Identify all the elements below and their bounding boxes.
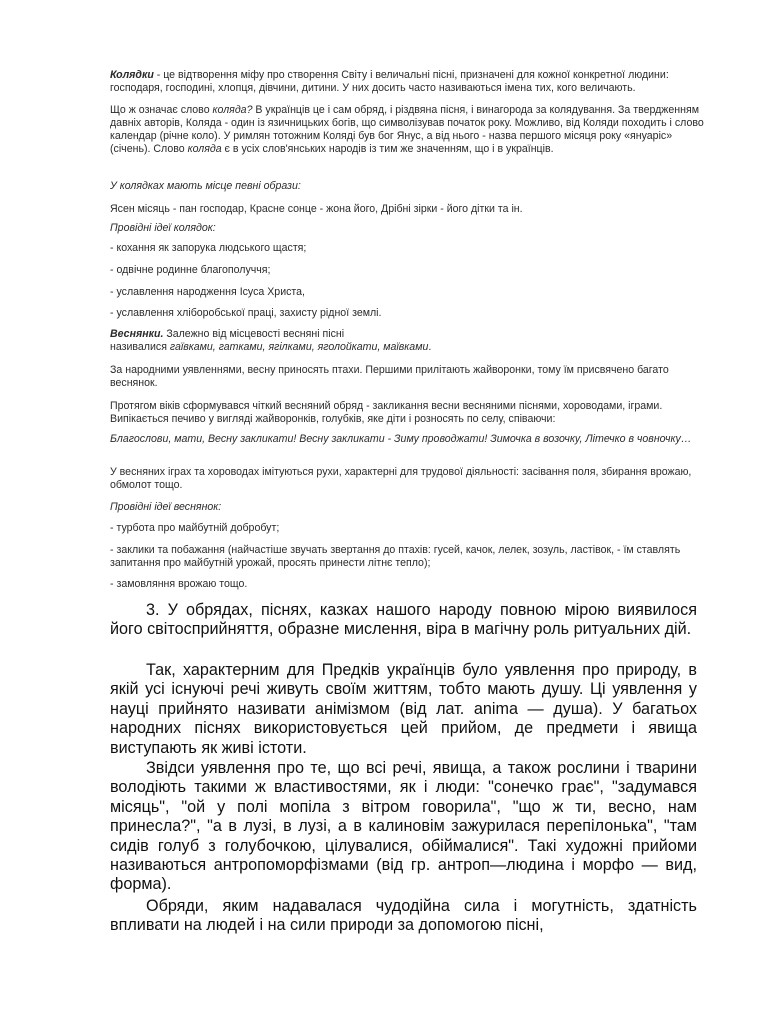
text-fragment: . bbox=[428, 341, 432, 353]
vesnianky-ideas-item: - замовляння врожаю тощо. bbox=[110, 578, 248, 590]
koliadky-ideas-item: - уславлення народження Ісуса Христа, bbox=[110, 286, 305, 298]
koliadky-ideas-item: - кохання як запорука людського щастя; bbox=[110, 242, 307, 254]
main-paragraph-2: Так, характерним для Предків українців було уявлення про природу, в якій усі існуючі речі живуть своїм життям, тобто мають душу. Ці уявлення у науці прийнято називати анімізмом (від лат. anima — душа). У багатьох народних піснях використовується цей прийом, де предмети і явища виступають як живі істоти. bbox=[110, 661, 697, 757]
term-koliadky: Колядки bbox=[110, 69, 154, 81]
main-paragraph-3: Звідси уявлення про те, що всі речі, явища, а також рослини і тварини володіють такими ж властивостями, як і люди: "сонечко грає", "задумався місяць", "ой у полі мопіла з вітром говорила", "що ж ти, весно, нам принесла?", "а в лузі, в лузі, а в калиновім зажурилася перепілонька", "там сидів голуб з голубочкою, цілувалися, обіймалися". Такі художні прийоми називаються антропоморфізмами (від гр. антроп—людина і морфо — вид, форма). bbox=[110, 759, 697, 894]
koliada-meaning-paragraph bbox=[110, 104, 706, 156]
vesnianky-ideas-item: - турбота про майбутній добробут; bbox=[110, 522, 280, 534]
birds-paragraph: За народними уявленнями, весну приносять птахи. Першими прилітають жайворонки, тому їм присвячено багато веснянок. bbox=[110, 364, 669, 389]
vesnianky-names: гаївками, гатками, ягілками, яголойкати, маївками bbox=[169, 341, 429, 353]
term-vesnianky: Веснянки. bbox=[110, 328, 164, 340]
koliadky-definition bbox=[110, 69, 706, 95]
main-paragraph-1: 3. У обрядах, піснях, казках нашого народу повною мірою виявилося його світосприйняття, образне мислення, віра в магічну роль ритуальних дій. bbox=[110, 601, 697, 639]
text-fragment: називалися bbox=[110, 341, 170, 353]
text-fragment: Що ж означає слово bbox=[110, 104, 213, 116]
ritual-paragraph: Протягом віків сформувався чіткий весняний обряд - закликання весни весняними піснями, хороводами, іграми. Випікається печиво у вигляді жайворонків, голубків, яке діти і розносять по селу, співаючи: bbox=[110, 400, 663, 425]
images-heading: У колядках мають місце певні образи: bbox=[110, 180, 301, 192]
games-paragraph: У весняних іграх та хороводах імітуються рухи, характерні для трудової діяльності: засівання поля, збирання врожаю, обмолот тощо. bbox=[110, 466, 692, 491]
text-fragment: Залежно від місцевості весняні пісні bbox=[163, 328, 345, 340]
koliadky-ideas-item: - уславлення хліборобської праці, захисту рідної землі. bbox=[110, 307, 382, 319]
koliadky-ideas-item: - одвічне родинне благополуччя; bbox=[110, 264, 271, 276]
images-example: Ясен місяць - пан господар, Красне сонце - жона його, Дрібні зірки - його дітки та ін. bbox=[110, 203, 523, 215]
main-paragraph-4: Обряди, яким надавалася чудодійна сила і могутність, здатність впливати на людей і на сили природи за допомогою пісні, bbox=[110, 897, 697, 935]
text-fragment: В українців це і сам обряд, і різдвяна пісня, і винагорода за колядування. За твердженням давніх авторів, Коляда - один із язичницьких богів, що символізував початок року. Можливо, від Коляди походить і слово календар (річне коло). У римлян тотожним Коляді був бог Янус, а від нього - назва першого місяця року «януаріс» (січень). Слово bbox=[110, 104, 704, 155]
term-koliada: коляда? bbox=[212, 104, 253, 116]
vesnianky-ideas-item: - заклики та побажання (найчастіше звучать звертання до птахів: гусей, качок, лелек, зозуль, ластівок, - їм ставлять запитання про майбутній урожай, просять принести літнє тепло); bbox=[110, 544, 681, 569]
song-quote: Благослови, мати, Весну закликати! Весну закликати - Зиму проводжати! Зимочка в возочку, Літечко в човночку… bbox=[110, 433, 692, 445]
term-koliada: коляда bbox=[187, 143, 222, 155]
koliadky-ideas-heading: Провідні ідеї колядок: bbox=[110, 222, 216, 234]
text-fragment: є в усіх слов'янських народів із тим же значенням, що і в українців. bbox=[221, 143, 554, 155]
vesnianky-ideas-heading: Провідні ідеї веснянок: bbox=[110, 501, 222, 513]
vesnianky-definition bbox=[110, 328, 706, 354]
koliadky-text: - це відтворення міфу про створення Світу і величальні пісні, призначені для кожної конкретної людини: господаря, господині, хлопця, дівчини, дитини. У них досить часто називаються імена тих, кого величають. bbox=[110, 69, 669, 94]
